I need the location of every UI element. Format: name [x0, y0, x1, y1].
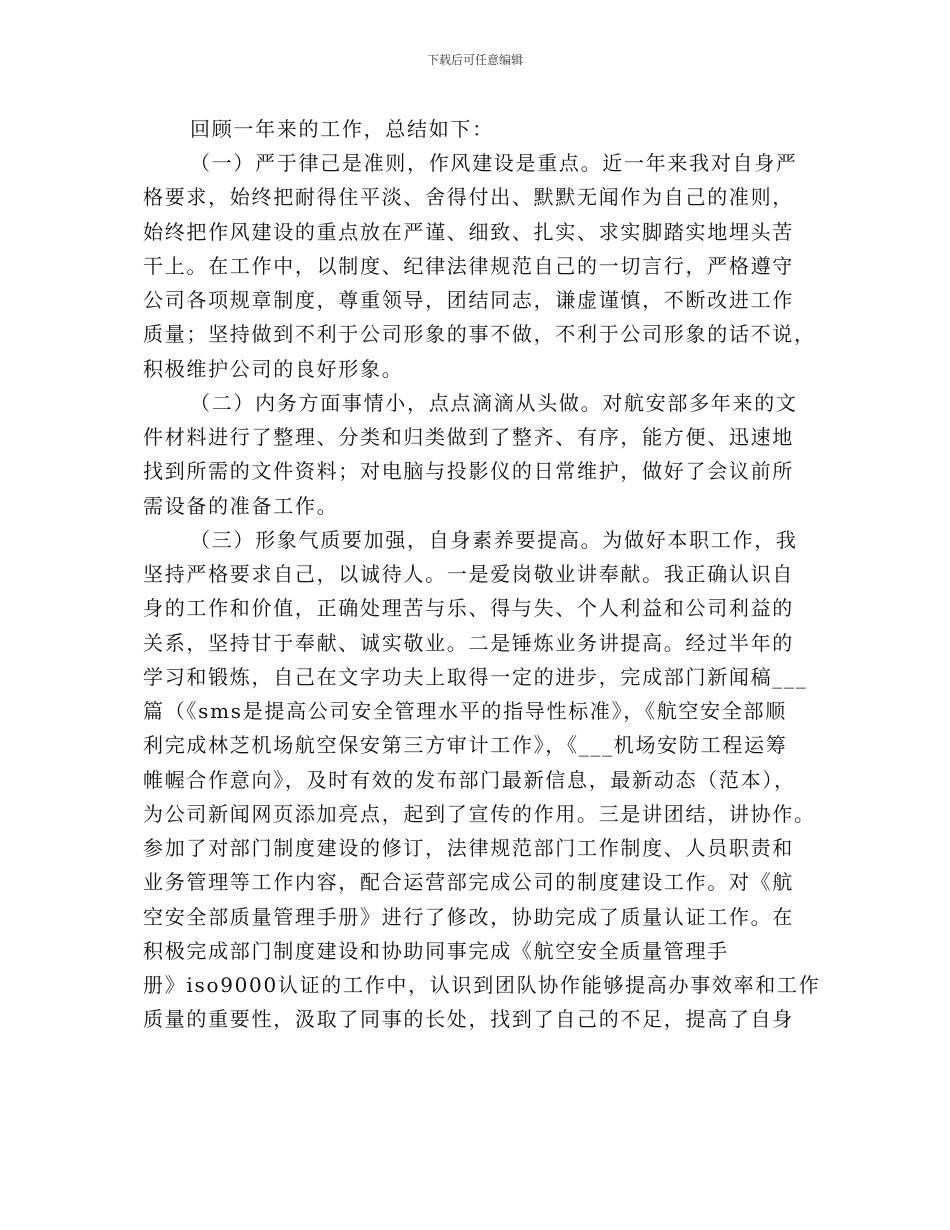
- text-line: 空安全部质量管理手册》进行了修改，协助完成了质量认证工作。在: [143, 905, 794, 929]
- text-line: 利完成林芝机场航空保安第三方审计工作》，《___机场安防工程运筹: [143, 733, 788, 757]
- text-line: 篇（《sms是提高公司安全管理水平的指导性标准》，《航空安全部顺: [143, 699, 787, 723]
- text-line: 为公司新闻网页添加亮点，起到了宣传的作用。三是讲团结，讲协作。: [143, 802, 816, 826]
- text-line: 关系，坚持甘于奉献、诚实敬业。二是锤炼业务讲提高。经过半年的: [143, 631, 794, 655]
- text-line: 始终把作风建设的重点放在严谨、细致、扎实、求实脚踏实地埋头苦: [143, 220, 794, 244]
- text-line: 干上。在工作中，以制度、纪律法律规范自己的一切言行，严格遵守: [143, 254, 794, 278]
- text-line: 找到所需的文件资料；对电脑与投影仪的日常维护，做好了会议前所: [143, 459, 794, 483]
- text-line: （二）内务方面事情小，点点滴滴从头做。对航安部多年来的文: [190, 391, 798, 415]
- text-line: 册》iso9000认证的工作中，认识到团队协作能够提高办事效率和工作: [143, 973, 821, 997]
- text-line: 学习和锻炼，自己在文字功夫上取得一定的进步，完成部门新闻稿___: [143, 665, 808, 689]
- text-line: 帷幄合作意向》，及时有效的发布部门最新信息，最新动态（范本），: [143, 768, 796, 792]
- text-line: 公司各项规章制度，尊重领导，团结同志，谦虚谨慎，不断改进工作: [143, 288, 794, 312]
- text-line: （三）形象气质要加强，自身素养要提高。为做好本职工作，我: [190, 528, 798, 552]
- text-line: 回顾一年来的工作，总结如下：: [190, 117, 494, 141]
- page-header: 下载后可任意编辑: [426, 53, 523, 67]
- text-line: 积极维护公司的良好形象。: [143, 357, 404, 381]
- text-line: 积极完成部门制度建设和协助同事完成《航空安全质量管理手: [143, 939, 729, 963]
- text-line: 坚持严格要求自己，以诚待人。一是爱岗敬业讲奉献。我正确认识自: [143, 562, 794, 586]
- text-line: 质量的重要性，汲取了同事的长处，找到了自己的不足，提高了自身: [143, 1007, 794, 1031]
- text-line: 格要求，始终把耐得住平淡、舍得付出、默默无闻作为自己的准则，: [143, 185, 794, 209]
- text-line: 身的工作和价值，正确处理苦与乐、得与失、个人利益和公司利益的: [143, 596, 794, 620]
- text-line: （一）严于律己是准则，作风建设是重点。近一年来我对自身严: [190, 151, 798, 175]
- text-line: 质量；坚持做到不利于公司形象的事不做，不利于公司形象的话不说，: [143, 322, 816, 346]
- text-line: 业务管理等工作内容，配合运营部完成公司的制度建设工作。对《航: [143, 870, 794, 894]
- text-line: 件材料进行了整理、分类和归类做到了整齐、有序，能方便、迅速地: [143, 425, 794, 449]
- text-line: 参加了对部门制度建设的修订，法律规范部门工作制度、人员职责和: [143, 836, 794, 860]
- text-line: 需设备的准备工作。: [143, 494, 339, 518]
